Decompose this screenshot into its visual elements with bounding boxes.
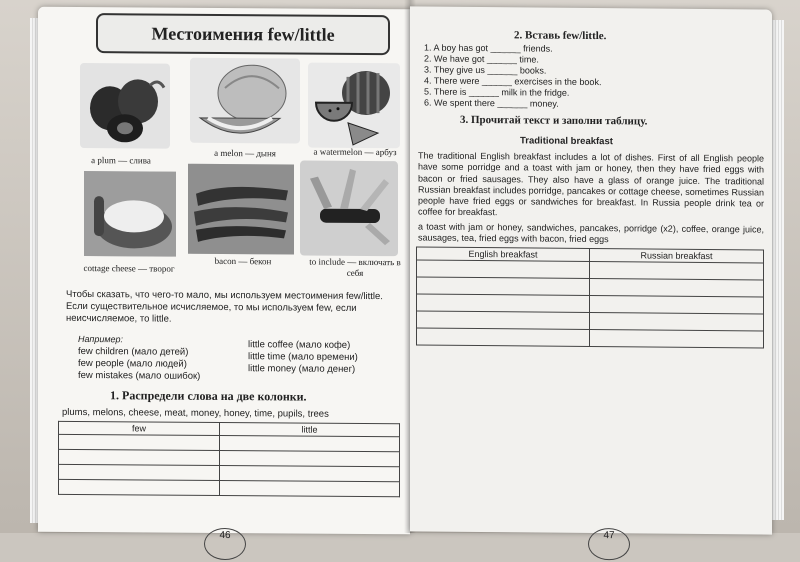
table-cell[interactable] — [590, 261, 764, 280]
reading-text-body: The traditional English breakfast includes a lot of dishes. First of all English people have some porridge and a toast with jam or honey, then they have fried eggs with bacon or fried sausages. They also have a glass of orange juice. The traditional Russian breakfast includes porridge, pancakes or cottage cheese, sometimes Russian people have fried eggs or sandwiches for breakfast. In Russia people drink tea or coffee for breakfast. — [418, 150, 764, 218]
caption-include: to include — включать в себя — [309, 256, 401, 278]
table-cell[interactable] — [59, 479, 220, 495]
example-little-2: little time (мало времени) — [248, 351, 358, 363]
example-few-2: few people (мало людей) — [78, 357, 187, 370]
caption-melon: a melon — дыня — [214, 147, 276, 159]
example-few-3: few mistakes (мало ошибок) — [78, 369, 201, 382]
right-page — [410, 6, 772, 542]
page-edges-right — [772, 20, 784, 520]
table-cell[interactable] — [417, 260, 590, 279]
page-title: Местоимения few/little — [96, 13, 390, 55]
task1-table — [58, 421, 400, 497]
table-cell[interactable] — [220, 465, 400, 481]
table-cell[interactable] — [59, 434, 220, 450]
task2-line-4: 4. There were ______ exercises in the book. — [424, 75, 602, 88]
example-little-1: little coffee (мало кофе) — [248, 339, 351, 351]
caption-bacon: bacon — бекон — [214, 255, 272, 267]
example-little-list — [248, 339, 358, 376]
caption-cottage-cheese: cottage cheese — творог — [83, 263, 175, 274]
table-header-english: English breakfast — [417, 247, 590, 262]
text-title: Traditional breakfast — [520, 135, 613, 148]
page-number-left: 46 — [204, 528, 246, 560]
table-cell[interactable] — [220, 450, 400, 466]
table-header-little: little — [220, 422, 400, 436]
grammar-rule: Чтобы сказать, что чего-то мало, мы используем местоимения few/little. Если существительное исчисляемое, то мы используем few, если неисчисляемое, то little. — [66, 288, 383, 325]
melon-image — [190, 58, 300, 144]
table-cell[interactable] — [59, 464, 220, 480]
task2-line-2: 2. We have got ______ time. — [424, 53, 539, 65]
table-cell[interactable] — [590, 329, 764, 348]
cottage-cheese-image — [84, 171, 176, 257]
word-list: a toast with jam or honey, sandwiches, pancakes, porridge (x2), coffee, orange juice, sausages, tea, fried eggs with bacon, fried eggs — [418, 221, 764, 245]
table-header-russian: Russian breakfast — [590, 248, 764, 263]
table-row — [59, 479, 400, 496]
example-heading: Например: — [78, 333, 124, 345]
task3-table — [416, 246, 764, 348]
caption-plum: a plum — слива — [91, 155, 151, 166]
caption-watermelon: a watermelon — арбуз — [313, 146, 397, 158]
left-page — [38, 7, 410, 542]
table-cell[interactable] — [417, 311, 590, 330]
table-header-few: few — [59, 421, 220, 435]
table-cell[interactable] — [590, 295, 764, 314]
task2-line-5: 5. There is ______ milk in the fridge. — [424, 86, 570, 98]
example-little-3: little money (мало денег) — [248, 363, 356, 375]
table-cell[interactable] — [220, 480, 400, 496]
table-cell[interactable] — [417, 277, 590, 296]
table-cell[interactable] — [590, 312, 764, 331]
watermelon-image — [308, 63, 400, 149]
page-number-right: 47 — [588, 528, 630, 560]
table-row — [417, 328, 764, 348]
table-cell[interactable] — [417, 294, 590, 313]
task2-line-1: 1. A boy has got ______ friends. — [424, 42, 553, 54]
task2-title: 2. Вставь few/little. — [514, 29, 607, 43]
knife-image — [300, 161, 398, 257]
table-cell[interactable] — [417, 328, 590, 347]
task3-title: 3. Прочитай текст и заполни таблицу. — [460, 113, 648, 128]
table-cell[interactable] — [59, 449, 220, 465]
table-cell[interactable] — [590, 278, 764, 297]
task2-line-3: 3. They give us ______ books. — [424, 64, 547, 76]
table-cell[interactable] — [220, 435, 400, 451]
plum-image — [80, 63, 170, 149]
task1-words: plums, melons, cheese, meat, money, honey, time, pupils, trees — [62, 406, 329, 420]
task2-line-6: 6. We spent there ______ money. — [424, 97, 559, 109]
task1-title: 1. Распредели слова на две колонки. — [110, 388, 307, 404]
example-few-1: few children (мало детей) — [78, 345, 189, 358]
reading-text — [418, 150, 764, 246]
example-few-list — [78, 346, 200, 383]
bacon-image — [188, 164, 294, 255]
